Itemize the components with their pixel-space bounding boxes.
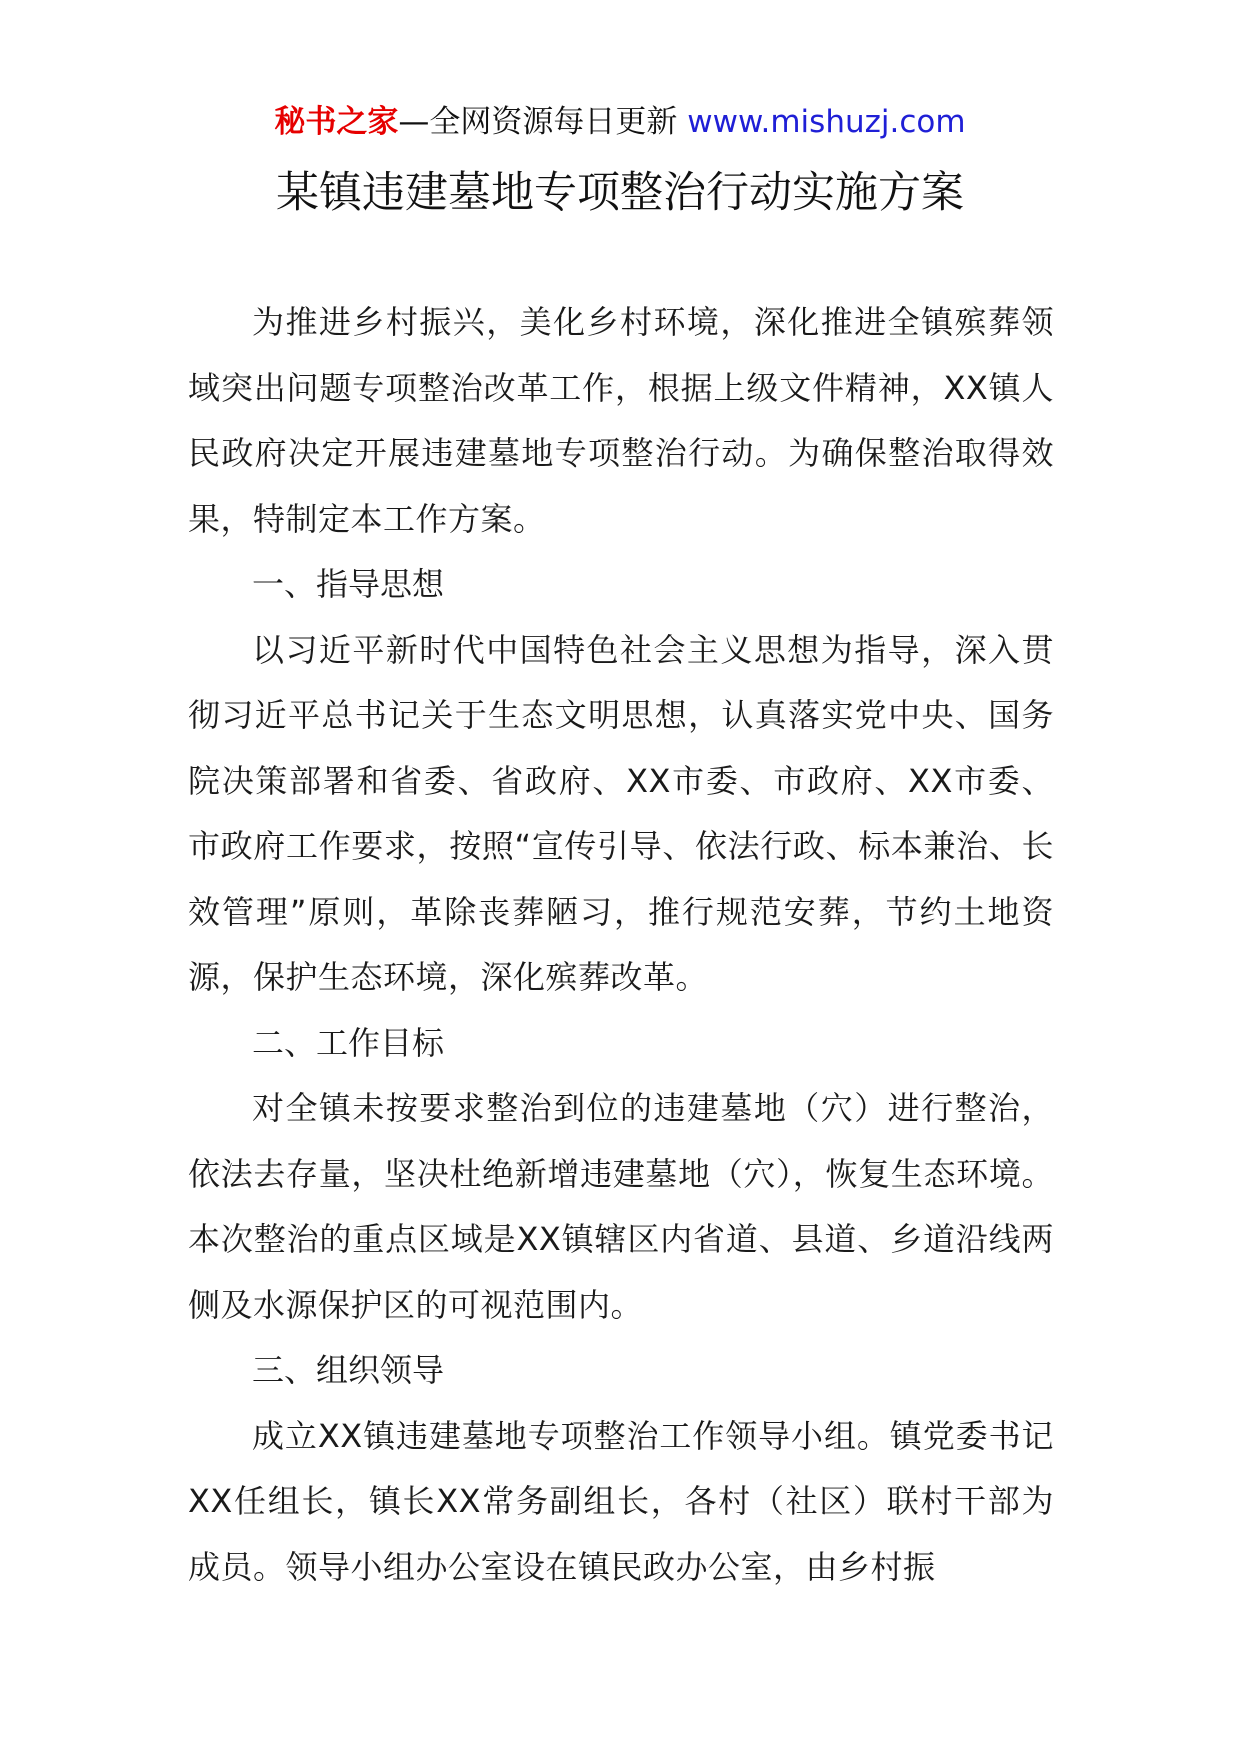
site-header	[0, 100, 1240, 144]
section-heading-work-goals: 二、工作目标	[252, 1023, 445, 1062]
document-body	[188, 290, 1054, 1600]
section-heading-organization: 三、组织领导	[252, 1351, 445, 1389]
section-paragraph-work-goals: 对全镇未按要求整治到位的违建墓地（穴）进行整治，依法去存量，坚决杜绝新增违建墓地（穴），恢复生态环境。本次整治的重点区域是XX镇辖区内省道、县道、乡道沿线两侧及水源保护区的可视范围内。	[188, 1089, 1054, 1324]
section-heading-guiding-ideology: 一、指导思想	[252, 565, 445, 603]
site-link[interactable]: www.mishuzj.com	[687, 104, 966, 140]
brand-name: 秘书之家	[274, 104, 399, 140]
section-paragraph-organization: 成立XX镇违建墓地专项整治工作领导小组。镇党委书记XX任组长，镇长XX常务副组长，各村（社区）联村干部为成员。领导小组办公室设在镇民政办公室，由乡村振	[188, 1416, 1054, 1586]
header-tagline: —全网资源每日更新	[398, 104, 688, 140]
document-title: 某镇违建墓地专项整治行动实施方案	[276, 168, 964, 218]
intro-paragraph: 为推进乡村振兴，美化乡村环境，深化推进全镇殡葬领域突出问题专项整治改革工作，根据上级文件精神，XX镇人民政府决定开展违建墓地专项整治行动。为确保整治取得效果，特制定本工作方案。	[188, 303, 1054, 538]
section-paragraph-guiding-ideology: 以习近平新时代中国特色社会主义思想为指导，深入贯彻习近平总书记关于生态文明思想，认真落实党中央、国务院决策部署和省委、省政府、XX市委、市政府、XX市委、市政府工作要求，按照“宣传引导、依法行政、标本兼治、长效管理”原则，革除丧葬陋习，推行规范安葬，节约土地资源，保护生态环境，深化殡葬改革。	[188, 630, 1054, 996]
